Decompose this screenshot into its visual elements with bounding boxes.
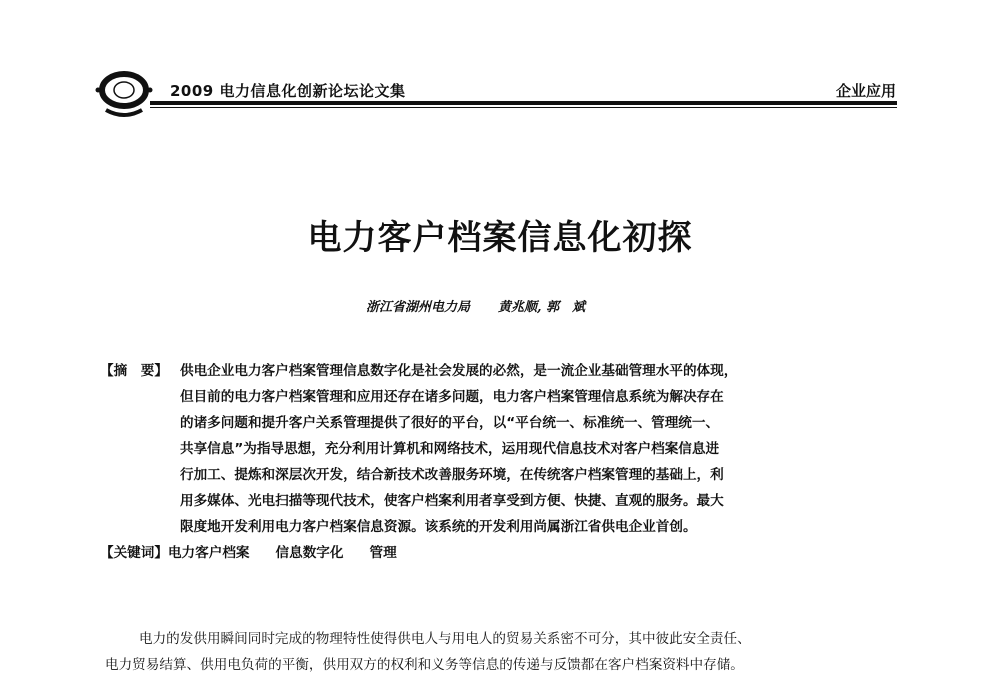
abstract-line xyxy=(100,462,900,488)
abstract-line xyxy=(100,514,900,540)
section-label: 企业应用 xyxy=(835,82,896,100)
abstract-line-text: 行加工、提炼和深层次开发，结合新技术改善服务环境，在传统客户档案管理的基础上，利 xyxy=(180,467,724,483)
abstract-line-text: 共享信息”为指导思想，充分利用计算机和网络技术，运用现代信息技术对客户档案信息进 xyxy=(180,441,720,457)
abstract-block xyxy=(100,358,900,566)
abstract-line xyxy=(100,410,900,436)
author-line xyxy=(366,296,585,315)
abstract-line xyxy=(100,384,900,410)
keywords-label: 【关键词】 xyxy=(100,545,168,561)
author-affiliation: 浙江省湖州电力局 xyxy=(366,300,471,315)
abstract-line xyxy=(100,488,900,514)
abstract-label: 【摘 要】 xyxy=(100,363,168,379)
keyword: 信息数字化 xyxy=(275,545,344,561)
abstract-line xyxy=(100,358,900,384)
abstract-line-text: 的诸多问题和提升客户关系管理提供了很好的平台，以“平台统一、标准统一、管理统一、 xyxy=(180,415,720,431)
abstract-line xyxy=(100,436,900,462)
keyword: 电力客户档案 xyxy=(167,545,250,561)
keywords-line xyxy=(100,540,900,566)
header-rule-thin xyxy=(150,107,897,108)
body-line: 电力贸易结算、供用电负荷的平衡，供用双方的权利和义务等信息的传递与反馈都在客户档案资料中存储。 xyxy=(105,657,744,673)
forum-logo-icon xyxy=(92,66,156,120)
paper-title: 电力客户档案信息化初探 xyxy=(307,218,693,258)
header-rule-thick xyxy=(150,101,897,105)
abstract-line-text: 限度地开发利用电力客户档案信息资源。该系统的开发利用尚属浙江省供电企业首创。 xyxy=(180,519,697,535)
body-line: 电力的发供用瞬间同时完成的物理特性使得供电人与用电人的贸易关系密不可分，其中彼此安全责任、 xyxy=(139,631,751,647)
keyword: 管理 xyxy=(369,545,397,561)
author-names: 黄兆顺, 郭 斌 xyxy=(498,300,586,315)
abstract-line-text: 但目前的电力客户档案管理和应用还存在诸多问题，电力客户档案管理信息系统为解决存在 xyxy=(180,389,724,405)
body-paragraph xyxy=(105,626,905,678)
abstract-line-text: 供电企业电力客户档案管理信息数字化是社会发展的必然，是一流企业基础管理水平的体现， xyxy=(180,363,738,379)
proceedings-title: 2009 电力信息化创新论坛论文集 xyxy=(170,82,406,100)
abstract-line-text: 用多媒体、光电扫描等现代技术，使客户档案利用者享受到方便、快捷、直观的服务。最大 xyxy=(180,493,724,509)
